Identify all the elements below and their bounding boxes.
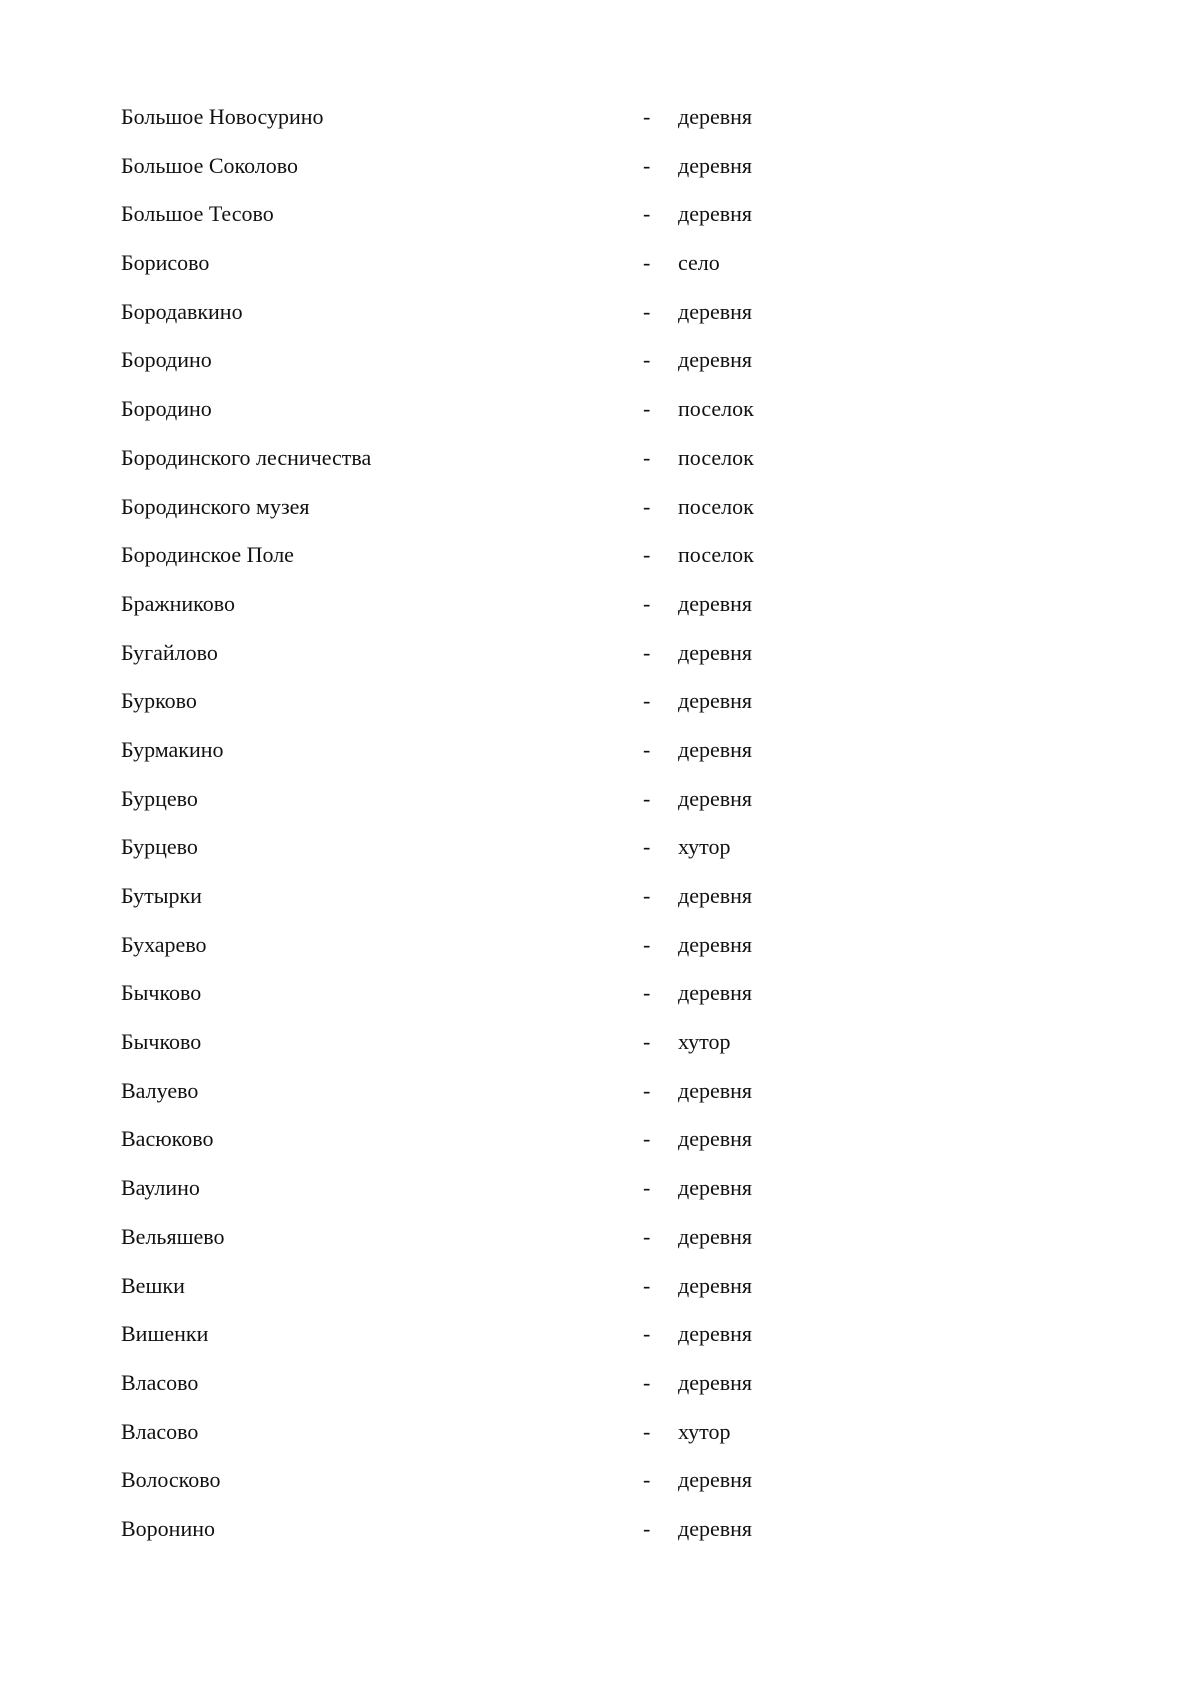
settlement-type: деревня (678, 152, 753, 178)
settlement-name: Большое Соколово (121, 152, 298, 178)
dash-separator: - (643, 639, 651, 665)
settlement-type: деревня (678, 1126, 753, 1152)
settlement-type: хутор (678, 1418, 731, 1444)
dash-separator: - (643, 883, 651, 908)
settlement-name: Бутырки (121, 883, 202, 908)
settlement-type: деревня (678, 1369, 753, 1395)
dash-separator: - (643, 1223, 651, 1249)
settlement-name: Бородинского лесничества (121, 444, 372, 470)
settlement-type: деревня (678, 1321, 753, 1347)
settlement-name: Бурмакино (121, 736, 224, 762)
list-item (0, 104, 1200, 153)
list-item (0, 1467, 1200, 1516)
settlement-name: Бородавкино (121, 298, 243, 324)
settlement-name: Бородинского музея (121, 493, 310, 519)
settlement-type: деревня (678, 201, 753, 227)
settlement-type: село (678, 250, 720, 276)
list-item (0, 396, 1200, 445)
list-item (0, 883, 1200, 932)
settlement-name: Бородинское Поле (121, 542, 294, 568)
settlement-name: Бугайлово (121, 639, 218, 665)
settlement-name: Власово (121, 1369, 199, 1395)
list-item (0, 688, 1200, 737)
settlement-type: деревня (678, 931, 753, 957)
settlement-type: деревня (678, 639, 753, 665)
settlement-name: Бородино (121, 396, 212, 422)
settlement-type: деревня (678, 1467, 753, 1493)
dash-separator: - (643, 736, 651, 762)
settlement-name: Вешки (121, 1272, 185, 1298)
dash-separator: - (643, 980, 651, 1006)
list-item (0, 786, 1200, 835)
settlement-type: деревня (678, 980, 753, 1006)
dash-separator: - (643, 152, 651, 178)
list-item (0, 1516, 1200, 1565)
settlement-type: деревня (678, 104, 753, 129)
settlement-name: Бухарево (121, 931, 207, 957)
dash-separator: - (643, 688, 651, 714)
dash-separator: - (643, 1126, 651, 1152)
settlement-type: поселок (678, 542, 754, 568)
list-item (0, 1273, 1200, 1322)
list-item (0, 347, 1200, 396)
list-item (0, 1419, 1200, 1468)
dash-separator: - (643, 444, 651, 470)
settlement-type: деревня (678, 1223, 753, 1249)
settlement-name: Бурцево (121, 785, 198, 811)
dash-separator: - (643, 931, 651, 957)
list-item (0, 1029, 1200, 1078)
settlement-type: деревня (678, 736, 753, 762)
list-item (0, 640, 1200, 689)
list-item (0, 980, 1200, 1029)
dash-separator: - (643, 347, 651, 373)
settlement-name: Бычково (121, 980, 202, 1006)
list-item (0, 591, 1200, 640)
dash-separator: - (643, 834, 651, 860)
settlement-name: Бородино (121, 347, 212, 373)
dash-separator: - (643, 1418, 651, 1444)
settlement-type: деревня (678, 1272, 753, 1298)
settlement-name: Васюково (121, 1126, 214, 1152)
settlement-name: Бурцево (121, 834, 198, 860)
dash-separator: - (643, 1175, 651, 1201)
settlement-name: Вишенки (121, 1321, 209, 1347)
dash-separator: - (643, 104, 651, 129)
dash-separator: - (643, 201, 651, 227)
settlement-name: Борисово (121, 250, 210, 276)
dash-separator: - (643, 1321, 651, 1347)
dash-separator: - (643, 1369, 651, 1395)
list-item (0, 250, 1200, 299)
dash-separator: - (643, 1515, 651, 1541)
settlement-name: Большое Тесово (121, 201, 274, 227)
list-item (0, 1175, 1200, 1224)
settlement-name: Бурково (121, 688, 197, 714)
settlement-type: деревня (678, 298, 753, 324)
list-item (0, 932, 1200, 981)
list-item (0, 1321, 1200, 1370)
list-item (0, 1126, 1200, 1175)
list-item (0, 494, 1200, 543)
dash-separator: - (643, 396, 651, 422)
dash-separator: - (643, 298, 651, 324)
settlement-list (0, 104, 1200, 1565)
dash-separator: - (643, 493, 651, 519)
settlement-type: поселок (678, 493, 754, 519)
settlement-name: Бычково (121, 1029, 202, 1055)
dash-separator: - (643, 250, 651, 276)
dash-separator: - (643, 1029, 651, 1055)
settlement-type: деревня (678, 347, 753, 373)
list-item (0, 299, 1200, 348)
list-item (0, 1078, 1200, 1127)
settlement-name: Волосково (121, 1467, 221, 1493)
settlement-name: Бражниково (121, 590, 235, 616)
dash-separator: - (643, 785, 651, 811)
list-item (0, 445, 1200, 494)
settlement-name: Вельяшево (121, 1223, 225, 1249)
settlement-type: деревня (678, 688, 753, 714)
list-item (0, 542, 1200, 591)
settlement-name: Власово (121, 1418, 199, 1444)
settlement-type: хутор (678, 834, 731, 860)
list-item (0, 153, 1200, 202)
dash-separator: - (643, 542, 651, 568)
settlement-type: деревня (678, 1515, 753, 1541)
dash-separator: - (643, 1272, 651, 1298)
settlement-type: деревня (678, 785, 753, 811)
settlement-type: хутор (678, 1029, 731, 1055)
settlement-type: деревня (678, 1077, 753, 1103)
settlement-name: Валуево (121, 1077, 199, 1103)
dash-separator: - (643, 1077, 651, 1103)
list-item (0, 1370, 1200, 1419)
list-item (0, 834, 1200, 883)
dash-separator: - (643, 1467, 651, 1493)
settlement-type: поселок (678, 444, 754, 470)
settlement-type: деревня (678, 883, 753, 908)
dash-separator: - (643, 590, 651, 616)
settlement-name: Воронино (121, 1515, 215, 1541)
settlement-type: поселок (678, 396, 754, 422)
settlement-type: деревня (678, 590, 753, 616)
list-item (0, 1224, 1200, 1273)
settlement-name: Ваулино (121, 1175, 200, 1201)
list-item (0, 201, 1200, 250)
settlement-name: Большое Новосурино (121, 104, 324, 129)
list-item (0, 737, 1200, 786)
settlement-type: деревня (678, 1175, 753, 1201)
